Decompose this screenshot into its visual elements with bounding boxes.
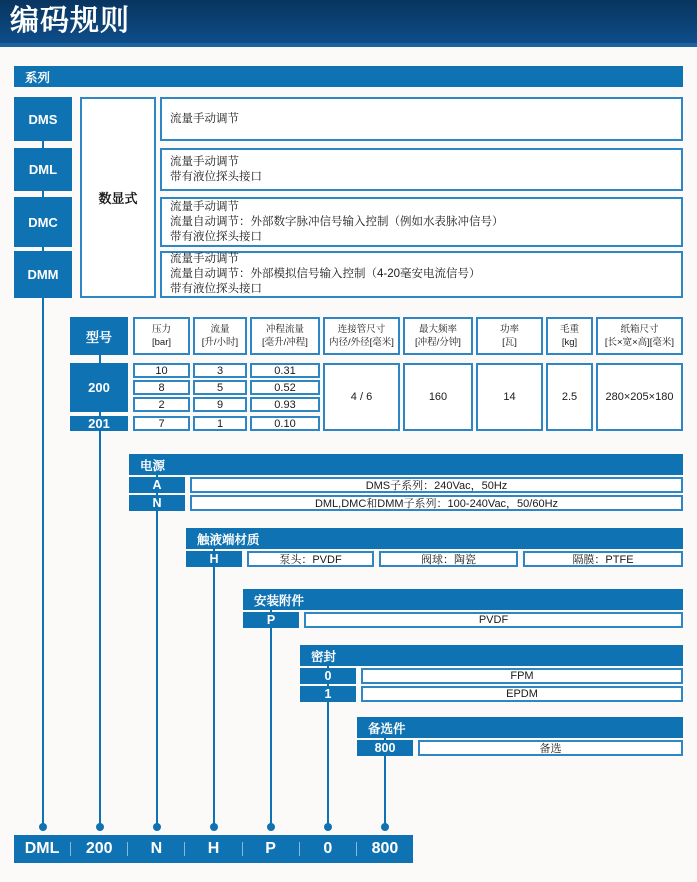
page-header-band bbox=[0, 0, 697, 47]
series-code-dmm: DMM bbox=[14, 251, 72, 298]
series-desc-dmm bbox=[160, 251, 683, 298]
cell-stroke-flow: 0.52 bbox=[250, 380, 320, 395]
cell-stroke-flow: 0.93 bbox=[250, 397, 320, 412]
seal-code-1: 1 bbox=[300, 686, 356, 702]
connector-dot-power bbox=[153, 823, 161, 831]
optional-desc: 备选 bbox=[418, 740, 683, 756]
series-desc-line: 带有液位探头接口 bbox=[170, 170, 262, 183]
series-desc-line: 带有液位探头接口 bbox=[170, 230, 262, 243]
series-code-dms: DMS bbox=[14, 97, 72, 141]
seal-desc-fpm: FPM bbox=[361, 668, 683, 684]
cell-power-watt: 14 bbox=[476, 363, 543, 431]
cell-flow: 5 bbox=[193, 380, 247, 395]
connector-dot-mounting bbox=[267, 823, 275, 831]
column-header-line: 纸箱尺寸 bbox=[620, 324, 659, 335]
series-desc-dms bbox=[160, 97, 683, 141]
connector-dot-model bbox=[96, 823, 104, 831]
column-header-stroke-flow bbox=[250, 317, 320, 355]
column-header-line: [升/小时] bbox=[201, 337, 239, 348]
cell-stroke-flow: 0.10 bbox=[250, 416, 320, 431]
cell-pressure: 8 bbox=[133, 380, 190, 395]
wetted-cell-valve-ball: 阀球：陶瓷 bbox=[379, 551, 518, 567]
column-header-line: 毛重 bbox=[559, 324, 579, 335]
series-desc-line: 流量手动调节 bbox=[170, 253, 239, 265]
model-code-201: 201 bbox=[70, 416, 128, 431]
power-section-header: 电源 bbox=[129, 454, 683, 475]
power-desc-n: DML,DMC和DMM子系列：100-240Vac，50/60Hz bbox=[190, 495, 683, 511]
column-header-power bbox=[476, 317, 543, 355]
cell-flow: 1 bbox=[193, 416, 247, 431]
optional-section-header: 备选件 bbox=[357, 717, 683, 738]
seal-desc-epdm: EPDM bbox=[361, 686, 683, 702]
column-header-line: 连接管尺寸 bbox=[337, 324, 386, 335]
connector-dot-seal bbox=[324, 823, 332, 831]
model-code-bar bbox=[14, 835, 413, 863]
code-segment-wetted: H bbox=[207, 840, 220, 857]
series-desc-line: 流量手动调节 bbox=[170, 200, 239, 213]
column-header-line: 冲程流量 bbox=[265, 324, 304, 335]
model-code-200: 200 bbox=[70, 363, 128, 412]
cell-carton-size: 280×205×180 bbox=[596, 363, 683, 431]
code-segment-seal: 0 bbox=[323, 840, 333, 857]
column-header-line: [毫升/冲程] bbox=[262, 337, 308, 348]
column-header-line: 流量 bbox=[210, 324, 230, 335]
connector-line-mounting bbox=[270, 595, 272, 827]
seal-section-header: 密封 bbox=[300, 645, 683, 666]
power-code-a: A bbox=[129, 477, 185, 493]
series-desc-line: 流量自动调节：外部模拟信号输入控制（4-20毫安电流信号） bbox=[170, 268, 481, 280]
column-header-weight bbox=[546, 317, 593, 355]
column-header-pressure bbox=[133, 317, 190, 355]
mounting-code-p: P bbox=[243, 612, 299, 628]
mounting-section-header: 安装附件 bbox=[243, 589, 683, 610]
series-desc-line: 流量手动调节 bbox=[170, 155, 239, 168]
cell-pipe-size: 4 / 6 bbox=[323, 363, 400, 431]
wetted-cell-diaphragm: 隔膜：PTFE bbox=[523, 551, 683, 567]
code-segment-model: 200 bbox=[85, 840, 113, 857]
series-desc-line: 带有液位探头接口 bbox=[170, 283, 262, 295]
seal-code-0: 0 bbox=[300, 668, 356, 684]
column-header-carton-size bbox=[596, 317, 683, 355]
column-header-line: [冲程/分钟] bbox=[415, 337, 461, 348]
cell-weight: 2.5 bbox=[546, 363, 593, 431]
series-code-dmc: DMC bbox=[14, 197, 72, 247]
wetted-cell-pump-head: 泵头：PVDF bbox=[247, 551, 374, 567]
cell-flow: 9 bbox=[193, 397, 247, 412]
column-header-max-frequency bbox=[403, 317, 473, 355]
column-header-flow bbox=[193, 317, 247, 355]
connector-dot-wetted bbox=[210, 823, 218, 831]
series-display-type-cell: 数显式 bbox=[80, 97, 156, 298]
connector-dot-series bbox=[39, 823, 47, 831]
code-segment-power: N bbox=[150, 840, 163, 857]
column-header-line: 内径/外径[毫米] bbox=[329, 337, 394, 348]
column-header-line: [长×宽×高][毫米] bbox=[604, 337, 675, 348]
column-header-pipe-size bbox=[323, 317, 400, 355]
code-segment-optional: 800 bbox=[371, 840, 399, 857]
cell-pressure: 10 bbox=[133, 363, 190, 378]
page-title: 编码规则 bbox=[10, 5, 131, 37]
column-header-line: 压力 bbox=[151, 324, 171, 335]
power-desc-a: DMS子系列：240Vac，50Hz bbox=[190, 477, 683, 493]
series-desc-dml bbox=[160, 148, 683, 191]
code-segment-series: DML bbox=[24, 840, 60, 857]
mounting-desc: PVDF bbox=[304, 612, 683, 628]
cell-flow: 3 bbox=[193, 363, 247, 378]
cell-max-frequency: 160 bbox=[403, 363, 473, 431]
model-table-header: 型号 bbox=[70, 317, 128, 355]
wetted-section-header: 触液端材质 bbox=[186, 528, 683, 549]
connector-dot-optional bbox=[381, 823, 389, 831]
connector-line-wetted bbox=[213, 535, 215, 827]
series-desc-line: 流量自动调节：外部数字脉冲信号输入控制（例如水表脉冲信号） bbox=[170, 215, 504, 228]
wetted-code-h: H bbox=[186, 551, 242, 567]
column-header-line: [瓦] bbox=[502, 337, 517, 348]
column-header-line: [bar] bbox=[151, 337, 171, 348]
column-header-line: [kg] bbox=[561, 337, 578, 348]
power-code-n: N bbox=[129, 495, 185, 511]
code-segment-mounting: P bbox=[265, 840, 276, 857]
cell-stroke-flow: 0.31 bbox=[250, 363, 320, 378]
series-desc-dmc bbox=[160, 197, 683, 247]
series-section-header: 系列 bbox=[14, 66, 683, 87]
column-header-line: 最大频率 bbox=[418, 324, 457, 335]
series-desc-line: 流量手动调节 bbox=[170, 112, 239, 125]
cell-pressure: 2 bbox=[133, 397, 190, 412]
optional-code-800: 800 bbox=[357, 740, 413, 756]
series-code-dml: DML bbox=[14, 148, 72, 191]
column-header-line: 功率 bbox=[499, 324, 519, 335]
cell-pressure: 7 bbox=[133, 416, 190, 431]
connector-line-power bbox=[156, 460, 158, 827]
